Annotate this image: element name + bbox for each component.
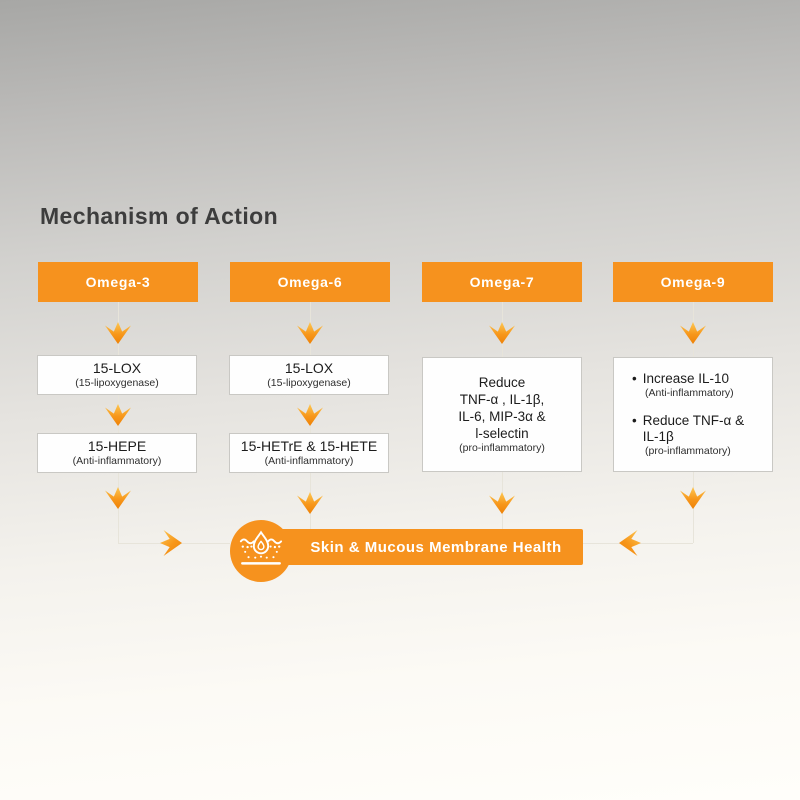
header-omega-3: Omega-3 — [38, 262, 198, 302]
box-line: Reduce — [478, 375, 526, 390]
box-main-label: 15-HETrE & 15-HETE — [240, 438, 378, 454]
arrow-down-icon — [489, 492, 515, 514]
box-sub-label: (Anti-inflammatory) — [264, 455, 354, 467]
page-title: Mechanism of Action — [40, 203, 279, 229]
bullet-sub-label: (Anti-inflammatory) — [645, 387, 734, 399]
header-omega-6: Omega-6 — [230, 262, 390, 302]
bullet-icon: • — [632, 371, 637, 386]
arrow-down-icon — [105, 404, 131, 426]
arrow-down-icon — [680, 487, 706, 509]
box-sub-label: (Anti-inflammatory) — [72, 455, 162, 467]
banner-icon-circle — [230, 520, 292, 582]
box-line: l-selectin — [475, 426, 529, 441]
arrow-down-icon — [297, 404, 323, 426]
bullet-main-label: Reduce TNF-α & IL-1β — [642, 413, 745, 444]
arrow-down-icon — [489, 322, 515, 344]
header-omega-9: Omega-9 — [613, 262, 773, 302]
arrow-down-icon — [297, 322, 323, 344]
arrow-left-icon — [619, 530, 641, 556]
box-line: TNF-α , IL-1β, — [459, 392, 545, 407]
bullet-item — [632, 413, 745, 458]
banner-label: Skin & Mucous Membrane Health — [310, 538, 562, 556]
box-sub-label: (15-lipoxygenase) — [75, 377, 159, 389]
header-omega-7: Omega-7 — [422, 262, 582, 302]
box-omega3-15lox — [37, 355, 197, 395]
arrow-down-icon — [680, 322, 706, 344]
result-banner — [261, 529, 583, 565]
bullet-icon: • — [632, 413, 637, 428]
arrow-down-icon — [105, 322, 131, 344]
box-line: IL-6, MIP-3α & — [458, 409, 546, 424]
box-main-label: 15-LOX — [284, 360, 334, 376]
skin-follicle-icon — [238, 526, 284, 577]
arrow-down-icon — [105, 487, 131, 509]
box-omega3-15hepe — [37, 433, 197, 473]
box-main-label: 15-HEPE — [87, 438, 147, 454]
arrow-right-icon — [160, 530, 182, 556]
box-sub-label: (15-lipoxygenase) — [267, 377, 351, 389]
box-omega6-hetre-hete — [229, 433, 389, 473]
box-omega7-reduce — [422, 357, 582, 472]
bullet-sub-label: (pro-inflammatory) — [645, 445, 731, 457]
box-omega6-15lox — [229, 355, 389, 395]
arrow-down-icon — [297, 492, 323, 514]
bullet-item — [632, 371, 734, 400]
box-sub-label: (pro-inflammatory) — [459, 442, 545, 454]
bullet-main-label: Increase IL-10 — [642, 371, 730, 386]
box-main-label: 15-LOX — [92, 360, 142, 376]
box-omega9-effects — [613, 357, 773, 472]
